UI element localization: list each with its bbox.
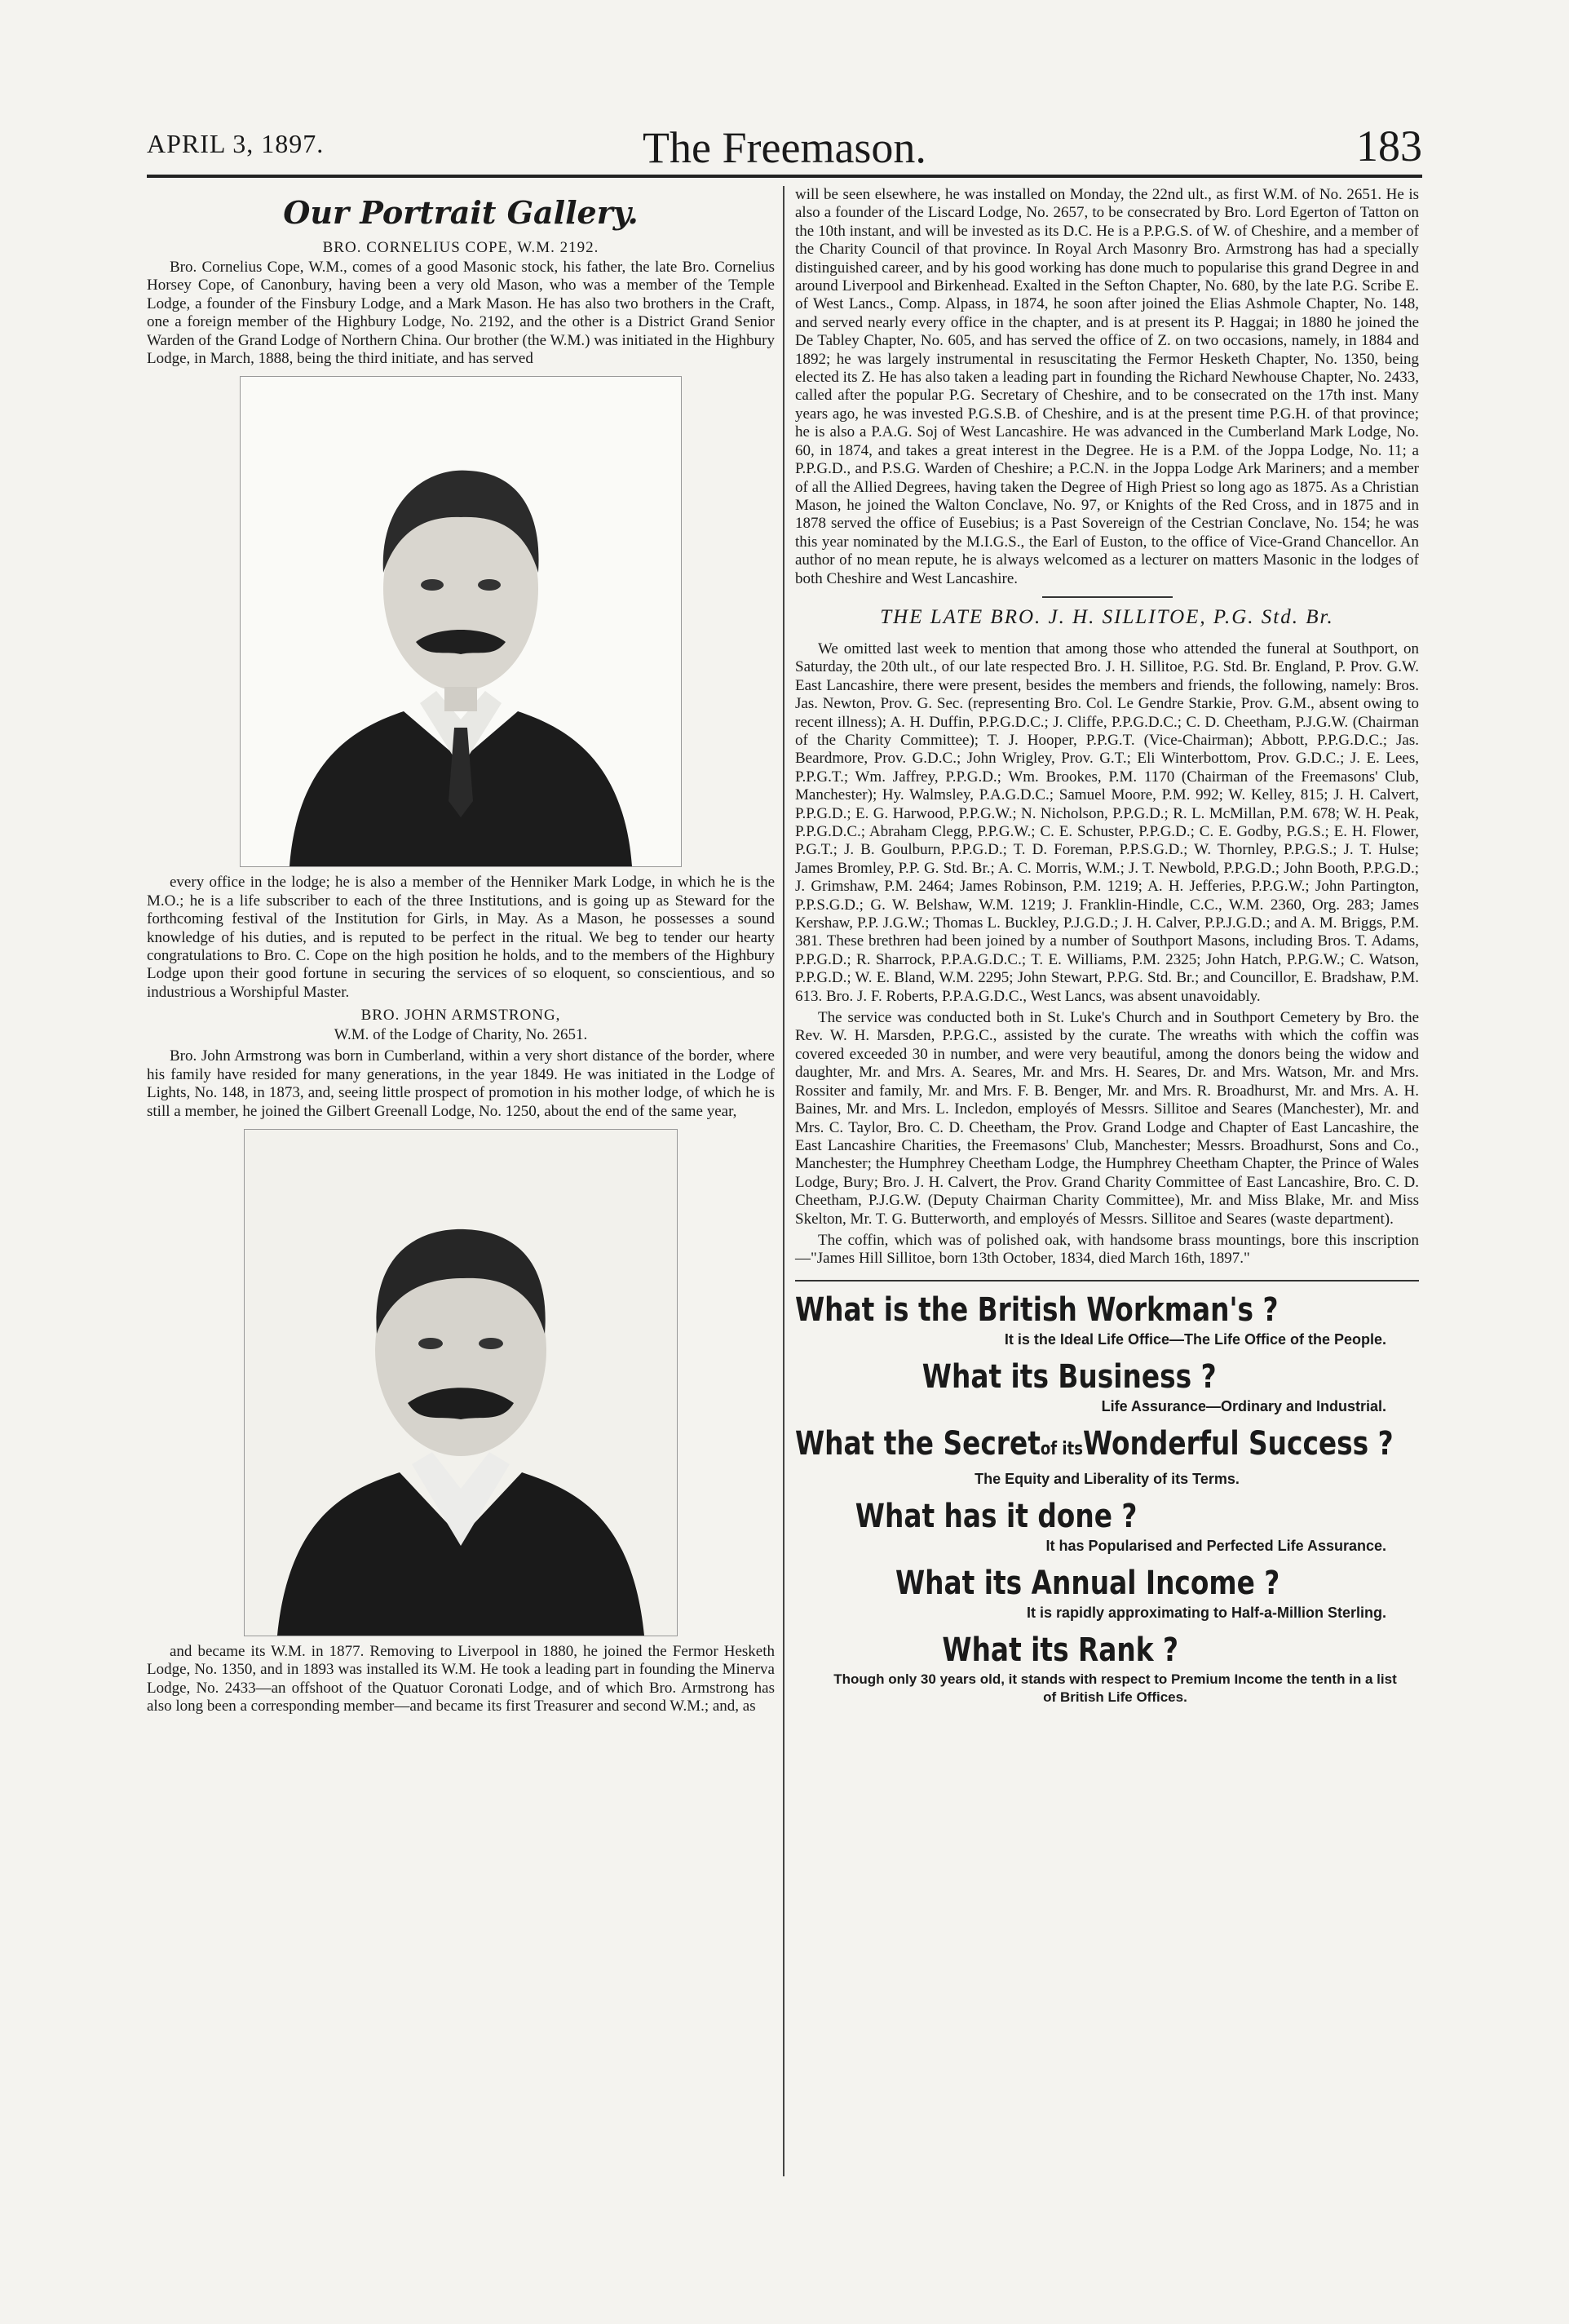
header-rule bbox=[147, 175, 1422, 178]
armstrong-paragraph-2: and became its W.M. in 1877. Removing to Liverpool in 1880, he joined the Fermor Hesketh Lodge, No. 1350, and in 1893 was installed its W.M. He took a leading part in founding the Minerva Lodge, No. 2433—an offshoot of the Quatuor Coronati Lodge, and of which Bro. Armstrong has also long been a corresponding member—and became its first Treasurer and second W.M.; and, as bbox=[147, 1642, 775, 1715]
armstrong-paragraph-1: Bro. John Armstrong was born in Cumberland, within a very short distance of the border, where his family have resided for many generations, in the year 1849. He was initiated in the Lodge of Lights, No. 148, in 1873, and, seeing little prospect of promotion in his mother lodge, of which he is still a member, he joined the Gilbert Greenall Lodge, No. 1250, about the end of the same year, bbox=[147, 1047, 775, 1120]
portrait-cope-image bbox=[240, 376, 682, 867]
section-rule bbox=[1042, 596, 1173, 598]
ad-answer-5: It is rapidly approximating to Half-a-Million Sterling. bbox=[1026, 1604, 1386, 1621]
column-divider bbox=[783, 186, 784, 2176]
armstrong-continued-paragraph: will be seen elsewhere, he was installed on Monday, the 22nd ult., as first W.M. of No. 2651. He is also a founder of the Liscard Lodge, No. 2657, to be consecrated by Bro. Lord Egerton of Tatton on the 10th instant, and will be invested as its D.C. He is a P.P.G.S. of W. of Cheshire, and a member of the Charity Council of that province. In Royal Arch Masonry Bro. Armstrong has had a specially distinguished career, and by his good working has done much to popularise this grand Degree in and around Liverpool and Birkenhead. Exalted in the Sefton Chapter, No. 680, by the late P.G. Scribe E. of West Lancs., Comp. Alpass, in 1874, he soon after joined the Elias Ashmole Chapter, No. 148, and served nearly every office in the chapter, and is at present its P. Haggai; in 1880 he joined the De Tabley Chapter, No. 605, and has served the office of Z. on two occasions, namely, in 1884 and 1892; he was largely instrumental in resuscitating the Fermor Hesketh Chapter, No. 1350, being elected its Z. He has also taken a leading part in founding the Richard Newhouse Chapter, No. 2433, called after the popular P.G. Secretary of Cheshire, and to be consecrated on the 17th inst. Many years ago, he was invested P.G.S.B. of Cheshire, and is at the present time P.G.H. of that province; he is also a P.A.G. Soj of West Lancashire. He was advanced in the Cumberland Mark Lodge, No. 60, in 1874, and takes a great interest in the Degree. He is a P.M. of the Joppa Lodge, No. 11; a P.P.G.D., and P.S.G. Warden of Cheshire; a P.C.N. in the Joppa Lodge Ark Mariners; and a member of all the Allied Degrees, having taken the Degree of High Priest so long ago as 1875. As a Christian Mason, he joined the Walton Conclave, No. 97, or Knights of the Red Cross, and in 1875 and in 1878 served the office of Eusebius; is a Past Sovereign of the Cestrian Conclave, No. 154; he was this year nominated by the M.I.G.S., the Earl of Euston, to the office of Vice-Grand Chancellor. An author of no mean repute, he is always welcomed as a lecturer on matters Masonic in the lodges of both Cheshire and West Lancashire. bbox=[795, 186, 1419, 587]
sillitoe-paragraph-2: The service was conducted both in St. Luke's Church and in Southport Cemetery by Bro. the Rev. W. H. Marsden, P.P.G.C., assisted by the curate. The wreaths with which the coffin was covered exceeded 30 in number, and were very beautiful, among the donors being the widow and daughter, Mr. and Mrs. A. Seares, Mr. and Mrs. H. Seares, Dr. and Mrs. Watson, Mr. and Mrs. Rossiter and family, Mr. and Mrs. F. B. Benger, Mr. and Mrs. R. Broadhurst, Mr. and Mrs. A. H. Baines, Mr. and Mrs. L. Incledon, employés of Messrs. Sillitoe and Seares (Manchester), Mr. and Mrs. C. Taylor, Bro. C. D. Cheetham, the Prov. Grand Lodge and Chapter of East Lancashire, the East Lancashire Charities, the Freemasons' Club, Manchester; Messrs. Broadhurst, Sons and Co., Manchester; the Humphrey Cheetham Lodge, the Humphrey Cheetham Chapter, the Prince of Wales Lodge, Bury; Bro. J. H. Calvert, the Prov. Grand Charity Committee of East Lancashire, Bro. C. D. Cheetham, P.J.G.W. (Deputy Chairman Charity Committee), Mr. and Miss Blake, Mr. and Miss Skelton, Mr. T. G. Butterworth, and employés of Messrs. Sillitoe and Seares (waste department). bbox=[795, 1009, 1419, 1228]
masthead bbox=[147, 122, 1422, 171]
cope-paragraph-2: every office in the lodge; he is also a member of the Henniker Mark Lodge, in which he is the M.O.; he is a life subscriber to each of the three Institutions, and is going up as Steward for the forthcoming festival of the Institution for Girls, in May. As a Mason, he possesses a sound knowledge of his duties, and is reputed to be perfect in the ritual. We beg to tender our hearty congratulations to Bro. C. Cope on the high position he holds, and to the members of the Highbury Lodge upon their good fortune in securing the services of so eloquent, so conscientious, and so industrious a Worshipful Master. bbox=[147, 874, 775, 1001]
section-title: Our Portrait Gallery. bbox=[283, 194, 639, 231]
armstrong-heading: BRO. JOHN ARMSTRONG, bbox=[360, 1007, 561, 1025]
page-number: 183 bbox=[1356, 122, 1422, 170]
ad-question-1: What is the British Workman's ? bbox=[795, 1290, 1279, 1329]
ad-question-3-part-b: of its bbox=[1040, 1438, 1083, 1459]
sillitoe-heading: THE LATE BRO. J. H. SILLITOE, P.G. Std. Br. bbox=[880, 605, 1334, 628]
left-column bbox=[147, 186, 775, 1720]
advertisement-rule bbox=[795, 1280, 1419, 1282]
issue-date: APRIL 3, 1897. bbox=[147, 129, 325, 158]
cope-paragraph-1: Bro. Cornelius Cope, W.M., comes of a good Masonic stock, his father, the late Bro. Cornelius Horsey Cope, of Canonbury, having been a very old Mason, who was a member of the Temple Lodge, a founder of the Finsbury Lodge, and a Mark Mason. He has also two brothers in the Craft, one a foreign member of the Highbury Lodge, No. 2192, and the other is a District Grand Senior Warden of the Grand Lodge of Northern China. Our brother (the W.M.) was initiated in the Highbury Lodge, in March, 1888, being the third initiate, and has served bbox=[147, 259, 775, 368]
british-workman-advertisement bbox=[795, 1290, 1419, 1706]
ad-answer-1: It is the Ideal Life Office—The Life Office of the People. bbox=[1004, 1330, 1386, 1348]
ad-question-3-part-a: What the Secret bbox=[795, 1424, 1041, 1463]
ad-answer-4: It has Popularised and Perfected Life Assurance. bbox=[1045, 1537, 1386, 1554]
right-column bbox=[795, 186, 1419, 1715]
ad-answer-2: Life Assurance—Ordinary and Industrial. bbox=[1101, 1397, 1386, 1414]
ad-answer-6: Though only 30 years old, it stands with respect to Premium Income the tenth in a list of British Life Offices. bbox=[833, 1671, 1397, 1705]
ad-question-2: What its Business ? bbox=[922, 1357, 1217, 1396]
ad-question-6: What its Rank ? bbox=[942, 1631, 1179, 1669]
ad-question-3 bbox=[795, 1423, 1394, 1470]
ad-answer-3: The Equity and Liberality of its Terms. bbox=[975, 1470, 1240, 1487]
ad-question-4: What has it done ? bbox=[855, 1497, 1138, 1535]
ad-question-3-part-c: Wonderful Success ? bbox=[1082, 1424, 1394, 1463]
sillitoe-paragraph-1: We omitted last week to mention that among those who attended the funeral at Southport, on Saturday, the 20th ult., of our late respected Bro. J. H. Sillitoe, P.G. Std. Br. England, P. Prov. G.W. East Lancashire, there were present, besides the members and friends, the following, namely: Bros. Jas. Newton, Prov. G. Sec. (representing Bro. Col. Le Gendre Starkie, Prov. G.M., absent owing to recent illness); A. H. Duffin, P.P.G.D.C.; J. Cliffe, P.P.G.D.C.; C. D. Cheetham, P.J.G.W. (Chairman of the Charity Committee); T. J. Hooper, P.P.G.T. (Vice-Chairman); Abbott, P.P.G.D.C.; Jas. Beardmore, Prov. G.D.C.; John Wrigley, Prov. G.T.; Eli Winterbottom, Prov. G.D.C.; J. E. Lees, P.P.G.T.; Wm. Jaffrey, P.P.G.D.; Wm. Brookes, P.M. 1170 (Chairman of the Freemasons' Club, Manchester); Hy. Walmsley, P.A.G.D.C.; Samuel Moore, P.M. 992; W. Kelley, 815; J. H. Calvert, P.P.G.D.; E. G. Harwood, P.P.G.W.; N. Nicholson, P.P.G.D.; R. L. McMillan, P.M. 678; W. H. Peak, P.P.G.D.C.; Abraham Clegg, P.P.G.W.; C. E. Schuster, P.P.G.D.; C. E. Godby, P.G.S.; E. H. Flower, P.G.T.; J. B. Goulburn, P.P.G.D.; T. D. Foreman, P.P.S.G.D.; W. Thornley, P.P.G.S.; J. T. Hulse; James Bromley, P.P. G. Std. Br.; A. C. Morris, W.M.; J. T. Newbold, P.P.G.D.; John Booth, P.P.G.D.; J. Grimshaw, P.M. 2464; James Robinson, P.M. 1219; A. H. Jefferies, P.P.G.W.; John Partington, P.P.S.G.D.; G. W. Belshaw, W.M. 1219; J. Franklin-Hindle, C.C., W.M. 2360, Org. 283; James Kershaw, P.P. J.G.W.; Thomas L. Buckley, P.J.G.D.; J. H. Calver, P.P.J.G.D.; and A. M. Briggs, P.M. 381. These brethren had been joined by a number of Southport Masons, including Bros. T. Adams, P.P.G.D.; R. Sharrock, P.P.A.G.D.C.; T. E. Williams, P.M. 2325; John Hatch, P.P.G.W.; C. Watson, P.P.G.D.; W. E. Bland, W.M. 2295; John Stewart, P.P.G. Std. Br.; and Councillor, E. Bradshaw, P.M. 613. Bro. J. F. Roberts, P.P.A.G.D.C., West Lancs, was absent unavoidably. bbox=[795, 640, 1419, 1005]
newspaper-title: The Freemason. bbox=[643, 123, 926, 172]
cope-heading: BRO. CORNELIUS COPE, W.M. 2192. bbox=[322, 239, 599, 256]
sillitoe-paragraph-3: The coffin, which was of polished oak, with handsome brass mountings, bore this inscription—"James Hill Sillitoe, born 13th October, 1834, died March 16th, 1897." bbox=[795, 1231, 1419, 1268]
armstrong-subheading: W.M. of the Lodge of Charity, No. 2651. bbox=[334, 1026, 588, 1044]
portrait-armstrong-image bbox=[244, 1129, 678, 1636]
ad-question-5: What its Annual Income ? bbox=[895, 1564, 1280, 1602]
